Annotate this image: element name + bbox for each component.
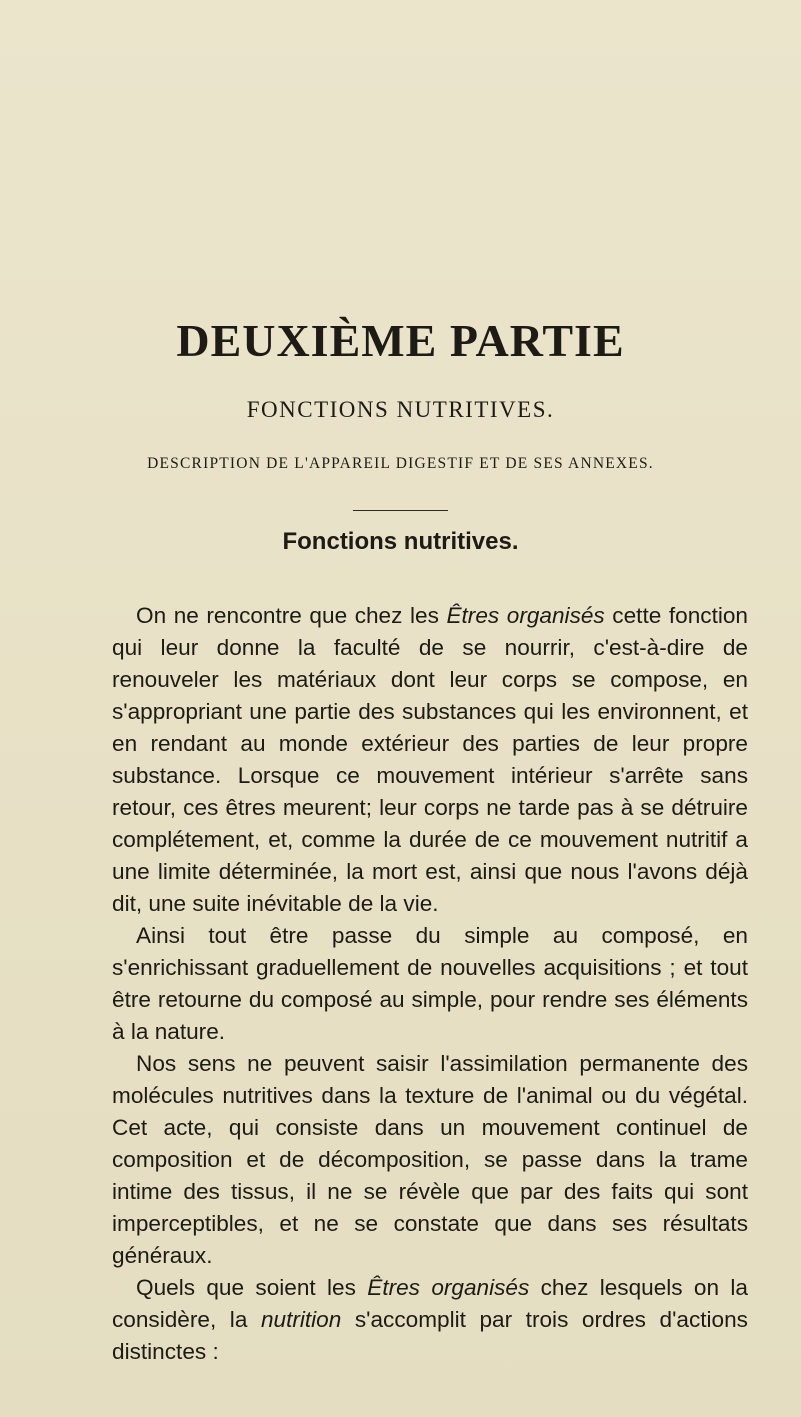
chapter-subtitle: DESCRIPTION DE L'APPAREIL DIGESTIF ET DE SES ANNEXES. [147,455,654,472]
paragraph-4-text-b: chez lesquels on la considère, la [112,1275,748,1332]
paragraph-4-text-a: Quels que soient les [136,1275,368,1300]
section-heading: Fonctions nutritives. [282,528,519,555]
divider-rule [353,510,448,511]
paragraph-4 [112,1272,748,1368]
part-title: DEUXIÈME PARTIE [176,315,625,366]
paragraph-1-text-b: cette fonction qui leur donne la faculté de se nourrir, c'est-à-dire de renouveler les matériaux dont leur corps se compose, en s'appropriant une partie des substances qui les environnent, et en rendant au monde extérieur des parties de leur propre substance. Lorsque ce mouvement intérieur s'arrête sans retour, ces êtres meurent; leur corps ne tarde pas à se détruire complétement, et, comme la durée de ce mouvement nutritif a une limite déterminée, la mort est, ainsi que nous l'avons déjà dit, une suite inévitable de la vie. [112,603,748,916]
paragraph-4-emphasis-1: Êtres organisés [367,1275,530,1300]
paragraph-3: Nos sens ne peuvent saisir l'assimilation permanente des molécules nutritives dans la texture de l'animal ou du végétal. Cet acte, qui consiste dans un mouvement continuel de composition et de décomposition, se passe dans la trame intime des tissus, il ne se révèle que par des faits qui sont imperceptibles, et ne se constate que dans ses résultats généraux. [112,1051,748,1268]
paragraph-1-emphasis: Êtres organisés [446,603,605,628]
paragraph-1-text-a: On ne rencontre que chez les [136,603,447,628]
paragraph-1 [112,600,748,920]
body-text [112,600,748,1368]
paragraph-4-text-c: s'accomplit par trois ordres d'actions distinctes : [112,1307,748,1364]
paragraph-2: Ainsi tout être passe du simple au composé, en s'enrichissant graduellement de nouvelles acquisitions ; et tout être retourne du composé au simple, pour rendre ses éléments à la nature. [112,923,748,1044]
paragraph-4-emphasis-2: nutrition [260,1307,342,1332]
section-title: FONCTIONS NUTRITIVES. [246,397,555,422]
